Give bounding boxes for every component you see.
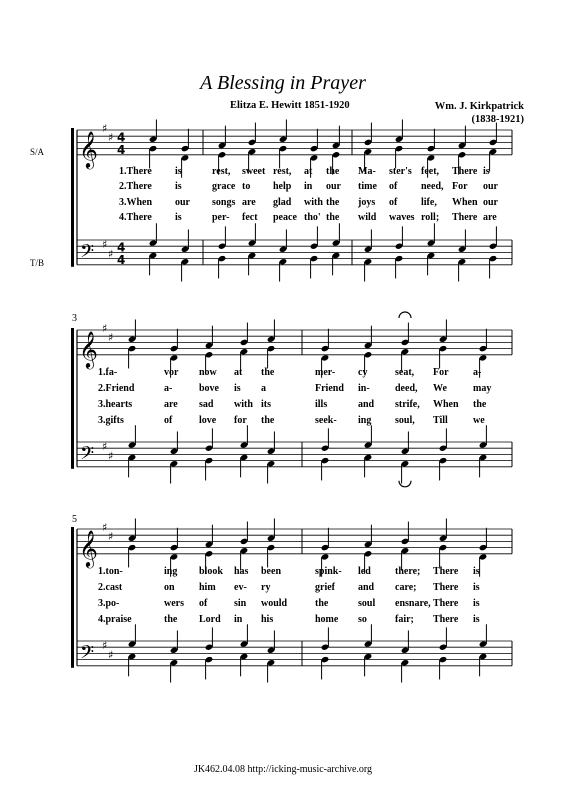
lyric-word: roll;: [421, 212, 440, 223]
treble-sharp-icon-2-0: ♯: [102, 520, 108, 534]
lyric-word: are: [164, 399, 178, 410]
lyric-word: glad: [273, 197, 292, 208]
treble-clef-icon-1: 𝄞: [79, 329, 98, 368]
lyric-word: sad: [199, 399, 214, 410]
treble-clef-icon-2: 𝄞: [79, 528, 98, 567]
lyric-word: 2.There: [119, 181, 152, 192]
measure-number-3: 3: [72, 313, 77, 324]
treble-time-signature-top: 4: [117, 130, 126, 145]
lyric-word: is: [175, 166, 182, 177]
lyric-word: songs: [212, 197, 236, 208]
bass-time-signature-top: 4: [117, 240, 126, 255]
lyric-word: 3.When: [119, 197, 153, 208]
lyric-word: There: [433, 614, 459, 625]
lyric-word: soul,: [395, 415, 415, 426]
lyric-word: sin: [234, 598, 247, 609]
lyric-word: spink-: [315, 566, 342, 577]
lyric-word: Friend: [315, 383, 344, 394]
lyric-word: mer-: [315, 367, 336, 378]
lyric-word: ster's: [389, 166, 412, 177]
lyric-word: the: [326, 212, 340, 223]
composer-name: Wm. J. Kirkpatrick: [434, 101, 524, 112]
lyric-word: of: [389, 181, 398, 192]
lyric-word: There: [452, 212, 478, 223]
lyric-word: our: [483, 181, 498, 192]
lyric-word: ills: [315, 399, 328, 410]
lyric-word: rest,: [212, 166, 231, 177]
staff-label-sa: S/A: [30, 147, 45, 157]
lyric-word: There: [433, 566, 459, 577]
lyric-word: strife,: [395, 399, 420, 410]
lyric-word: now: [199, 367, 217, 378]
lyric-word: is: [483, 166, 490, 177]
bass-sharp-icon-0-0: ♯: [102, 238, 108, 252]
lyric-word: 1.fa-: [98, 367, 118, 378]
lyric-word: his: [261, 614, 274, 625]
lyric-word: has: [234, 566, 249, 577]
lyric-word: There: [433, 582, 459, 593]
lyric-word: led: [358, 566, 371, 577]
footer-source: JK462.04.08 http://icking-music-archive.org: [193, 764, 373, 775]
lyric-word: seek-: [315, 415, 337, 426]
lyric-word: a-: [473, 367, 482, 378]
measure-number-5: 5: [72, 514, 77, 525]
lyric-word: 2.Friend: [98, 383, 135, 394]
lyric-word: the: [164, 614, 178, 625]
lyric-word: deed,: [395, 383, 418, 394]
lyric-word: are: [483, 212, 497, 223]
lyric-word: is: [473, 566, 480, 577]
lyric-word: is: [175, 181, 182, 192]
treble-sharp-icon-0-1: ♯: [108, 131, 114, 145]
lyric-word: at: [234, 367, 243, 378]
lyric-word: seat,: [395, 367, 415, 378]
lyric-word: wers: [164, 598, 184, 609]
lyric-word: there;: [395, 566, 421, 577]
lyric-word: of: [199, 598, 208, 609]
lyric-word: sweet: [242, 166, 266, 177]
lyric-word: would: [261, 598, 288, 609]
treble-time-signature-bottom: 4: [117, 142, 126, 157]
lyric-word: 4.praise: [98, 614, 132, 625]
treble-sharp-icon-1-0: ♯: [102, 321, 108, 335]
lyric-word: its: [261, 399, 271, 410]
lyric-word: is: [234, 383, 241, 394]
lyric-word: the: [326, 166, 340, 177]
lyric-word: bove: [199, 383, 219, 394]
lyric-word: ry: [261, 582, 271, 593]
bass-sharp-icon-0-1: ♯: [108, 247, 114, 261]
lyric-word: of: [389, 197, 398, 208]
lyric-word: grace: [212, 181, 236, 192]
lyric-word: with: [234, 399, 253, 410]
lyric-word: been: [261, 566, 281, 577]
lyric-word: peace: [273, 212, 297, 223]
lyric-word: life,: [421, 197, 437, 208]
lyric-word: in-: [358, 383, 370, 394]
lyric-word: of: [164, 415, 173, 426]
lyric-word: at: [304, 166, 313, 177]
lyric-word: joys: [358, 197, 376, 208]
treble-sharp-icon-2-1: ♯: [108, 530, 114, 544]
lyric-word: wild: [358, 212, 377, 223]
lyric-word: When: [452, 197, 478, 208]
lyric-word: may: [473, 383, 492, 394]
lyric-word: in: [304, 181, 313, 192]
lyric-word: There: [452, 166, 478, 177]
treble-clef-icon-0: 𝄞: [79, 129, 98, 168]
bass-sharp-icon-2-0: ♯: [102, 639, 108, 653]
lyric-word: We: [433, 383, 447, 394]
lyric-word: blook: [199, 566, 223, 577]
bass-sharp-icon-1-1: ♯: [108, 449, 114, 463]
lyric-word: is: [175, 212, 182, 223]
lyric-word: and: [358, 399, 375, 410]
lyric-word: our: [326, 181, 341, 192]
lyric-word: For: [433, 367, 449, 378]
lyric-word: a: [261, 383, 266, 394]
lyric-word: time: [358, 181, 377, 192]
lyric-word: ing: [358, 415, 372, 426]
lyric-word: ing: [164, 566, 178, 577]
lyric-word: is: [473, 582, 480, 593]
bass-clef-icon-2: 𝄢: [80, 642, 95, 668]
lyric-word: 3.hearts: [98, 399, 133, 410]
lyric-word: the: [261, 415, 275, 426]
lyric-word: There: [433, 598, 459, 609]
lyric-word: 2.cast: [98, 582, 123, 593]
lyric-word: Ma-: [358, 166, 376, 177]
lyric-word: cy: [358, 367, 368, 378]
lyric-word: 1.ton-: [98, 566, 123, 577]
lyric-word: care;: [395, 582, 417, 593]
bass-sharp-icon-2-1: ♯: [108, 648, 114, 662]
lyric-word: help: [273, 181, 292, 192]
system-bracket-0: [71, 128, 74, 267]
lyric-word: love: [199, 415, 217, 426]
lyric-word: Lord: [199, 614, 221, 625]
lyric-word: soul: [358, 598, 376, 609]
fermata-icon-bottom: [399, 481, 411, 487]
lyric-word: the: [261, 367, 275, 378]
lyric-word: is: [473, 614, 480, 625]
lyric-word: the: [326, 197, 340, 208]
bass-sharp-icon-1-0: ♯: [102, 440, 108, 454]
lyric-word: is: [473, 598, 480, 609]
lyric-word: rest,: [273, 166, 292, 177]
lyric-word: with: [304, 197, 323, 208]
system-bracket-1: [71, 328, 74, 469]
lyric-word: need,: [421, 181, 444, 192]
lyric-word: we: [473, 415, 485, 426]
lyric-word: ev-: [234, 582, 247, 593]
lyric-word: feet,: [421, 166, 440, 177]
lyric-word: waves: [389, 212, 415, 223]
bass-clef-icon-1: 𝄢: [80, 443, 95, 469]
bass-clef-icon-0: 𝄢: [80, 241, 95, 267]
treble-sharp-icon-1-1: ♯: [108, 331, 114, 345]
hymn-title: A Blessing in Prayer: [200, 72, 366, 94]
lyric-word: 4.There: [119, 212, 152, 223]
bass-time-signature-bottom: 4: [117, 252, 126, 267]
lyric-word: home: [315, 614, 339, 625]
lyric-word: him: [199, 582, 216, 593]
lyric-word: fair;: [395, 614, 414, 625]
system-bracket-2: [71, 527, 74, 668]
composer-dates: (1838-1921): [471, 114, 524, 125]
lyric-word: for: [234, 415, 247, 426]
lyric-word: vor: [164, 367, 179, 378]
lyric-word: are: [242, 197, 256, 208]
lyric-word: Till: [433, 415, 448, 426]
lyric-word: our: [483, 197, 498, 208]
lyric-word: and: [358, 582, 375, 593]
lyric-word: in: [234, 614, 243, 625]
lyric-word: 3.gifts: [98, 415, 124, 426]
lyric-word: When: [433, 399, 459, 410]
lyric-word: For: [452, 181, 468, 192]
lyric-word: grief: [315, 582, 335, 593]
lyric-word: the: [315, 598, 329, 609]
lyric-word: the: [473, 399, 487, 410]
lyric-word: a-: [164, 383, 173, 394]
staff-label-tb: T/B: [30, 258, 45, 268]
lyric-word: tho': [304, 212, 321, 223]
lyric-word: so: [358, 614, 367, 625]
lyric-word: 1.There: [119, 166, 152, 177]
lyric-word: per-: [212, 212, 230, 223]
lyric-word: ensnare,: [395, 598, 431, 609]
lyric-word: our: [175, 197, 190, 208]
lyric-word: 3.po-: [98, 598, 120, 609]
lyric-word: to: [242, 181, 251, 192]
lyric-word: fect: [242, 212, 258, 223]
treble-sharp-icon-0-0: ♯: [102, 121, 108, 135]
fermata-icon-top: [399, 312, 411, 318]
lyric-word: on: [164, 582, 175, 593]
lyricist-credit: Elitza E. Hewitt 1851-1920: [230, 100, 350, 111]
